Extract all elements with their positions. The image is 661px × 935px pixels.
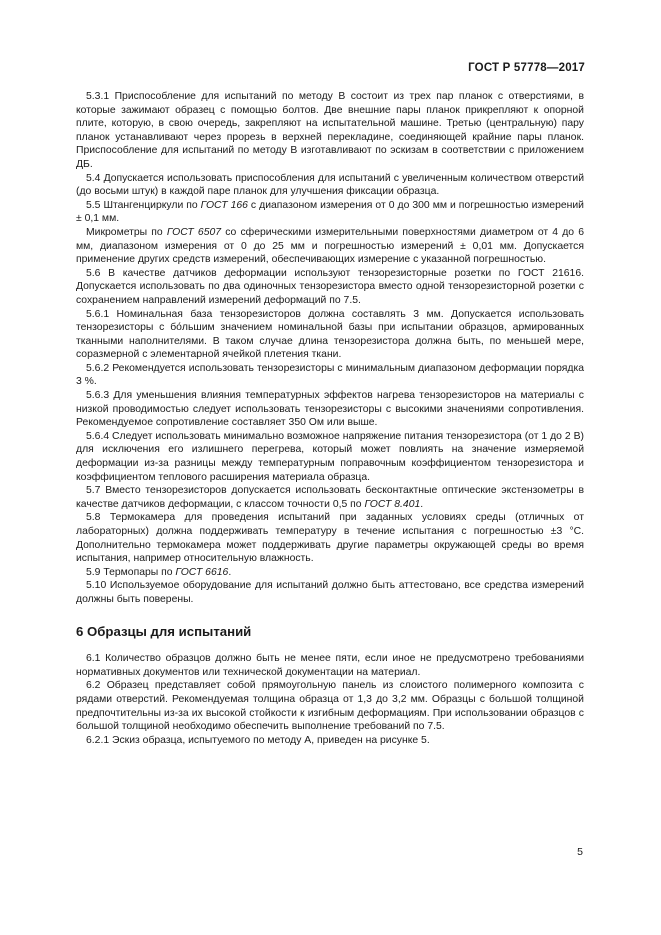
paragraph-5-8: 5.8 Термокамера для проведения испытаний при заданных условиях среды (отличных от лабораторных) должна поддерживать температуру в течение испытания с погрешностью ±3 °C. Дополнительно термокамера может поддерживать другие параметры окружающей среды во время испытания, например относительную влажность. — [76, 512, 584, 565]
paragraph-6-1: 6.1 Количество образцов должно быть не менее пяти, если иное не предусмотрено требованиями нормативных документов или технической документации на материал. — [76, 653, 584, 678]
paragraph-5-6-1: 5.6.1 Номинальная база тензорезисторов должна составлять 3 мм. Допускается использовать тензорезисторы с бо́льшим значением номинальной базы при испытании образцов, армированных тканными наполнителями. В таком случае длина тензорезистора должна быть, по меньшей мере, соразмерной с элементарной ячейкой плетения ткани. — [76, 308, 584, 361]
paragraph-5-3-1: 5.3.1 Приспособление для испытаний по методу В состоит из трех пар планок с отверстиями, в которые зажимают образец с помощью болтов. Две внешние пары планок прикрепляют к опорной плите, которую, в свою очередь, закрепляют на испытательной машине. Третью (центральную) пару планок устанавливают через прорезь в верхней перекладине, соединяющей крайние пары планок. Приспособление для испытаний по методу В изготавливают по эскизам в соответствии с приложением ДБ. — [76, 91, 584, 170]
paragraph-5-7: 5.7 Вместо тензорезисторов допускается использовать бесконтактные оптические экстензометры в качестве датчиков деформации, с классом точности 0,5 по ГОСТ 8.401. — [76, 485, 584, 510]
section-heading: 6 Образцы для испытаний — [76, 623, 252, 639]
paragraph-5-5: 5.5 Штангенциркули по ГОСТ 166 с диапазоном измерения от 0 до 300 мм и погрешностью измерений ± 0,1 мм. — [76, 199, 584, 225]
standard-reference: ГОСТ 166 — [200, 199, 248, 211]
paragraph-6-2-1: 6.2.1 Эскиз образца, испытуемого по методу А, приведен на рисунке 5. — [86, 734, 430, 746]
standard-reference: ГОСТ 6507 — [166, 226, 222, 238]
page-number: 5 — [577, 846, 583, 858]
document-header: ГОСТ Р 57778—2017 — [468, 62, 585, 74]
paragraph-micrometers: Микрометры по ГОСТ 6507 со сферическими измерительными поверхностями диаметром от 4 до 6 мм, диапазоном измерения от 0 до 25 мм и погрешностью измерений ± 0,01 мм. Допускается применение других средств измерений, обеспечивающих измерение с указанной погрешностью. — [76, 226, 584, 266]
standard-reference: ГОСТ 6616 — [175, 566, 229, 578]
standard-reference: ГОСТ 8.401 — [364, 498, 421, 510]
page-content — [76, 90, 584, 747]
paragraph-5-6: 5.6 В качестве датчиков деформации используют тензорезисторные розетки по ГОСТ 21616. Допускается использовать по два одиночных тензорезистора вместо одной тензорезисторной розетки с сохранением направлений измерений деформаций по 7.5. — [76, 267, 584, 306]
paragraph-5-6-4: 5.6.4 Следует использовать минимально возможное напряжение питания тензорезистора (от 1 до 2 В) для исключения его излишнего перегрева, который может повлиять на значение измеряемой деформации из-за разницы между температурным поправочным коэффициентом тензорезистора и коэффициентом теплового расширения материала образца. — [76, 430, 584, 483]
paragraph-6-2: 6.2 Образец представляет собой прямоугольную панель из слоистого полимерного композита с рядами отверстий. Рекомендуемая толщина образца от 1,3 до 3,2 мм. Образцы с большой толщиной предпочтительны из-за их высокой стойкости к изгибным деформациям. При использовании образцов с большой толщиной необходимо обеспечить выполнение требований по 7.5. — [76, 680, 584, 733]
paragraph-5-6-3: 5.6.3 Для уменьшения влияния температурных эффектов нагрева тензорезисторов на материалы с низкой проводимостью следует использовать тензорезисторы с высокими значениями сопротивления. Рекомендуемое сопротивление составляет 350 Ом или выше. — [76, 390, 584, 429]
paragraph-5-6-2: 5.6.2 Рекомендуется использовать тензорезисторы с минимальным диапазоном деформации порядка 3 %. — [76, 362, 584, 388]
paragraph-5-10: 5.10 Используемое оборудование для испытаний должно быть аттестовано, все средства измерений должны быть поверены. — [76, 580, 584, 605]
paragraph-5-4: 5.4 Допускается использовать приспособления для испытаний с увеличенным количеством отверстий (до восьми штук) в каждой паре планок для улучшения фиксации образца. — [76, 172, 584, 198]
paragraph-5-9: 5.9 Термопары по ГОСТ 6616. — [86, 566, 232, 578]
